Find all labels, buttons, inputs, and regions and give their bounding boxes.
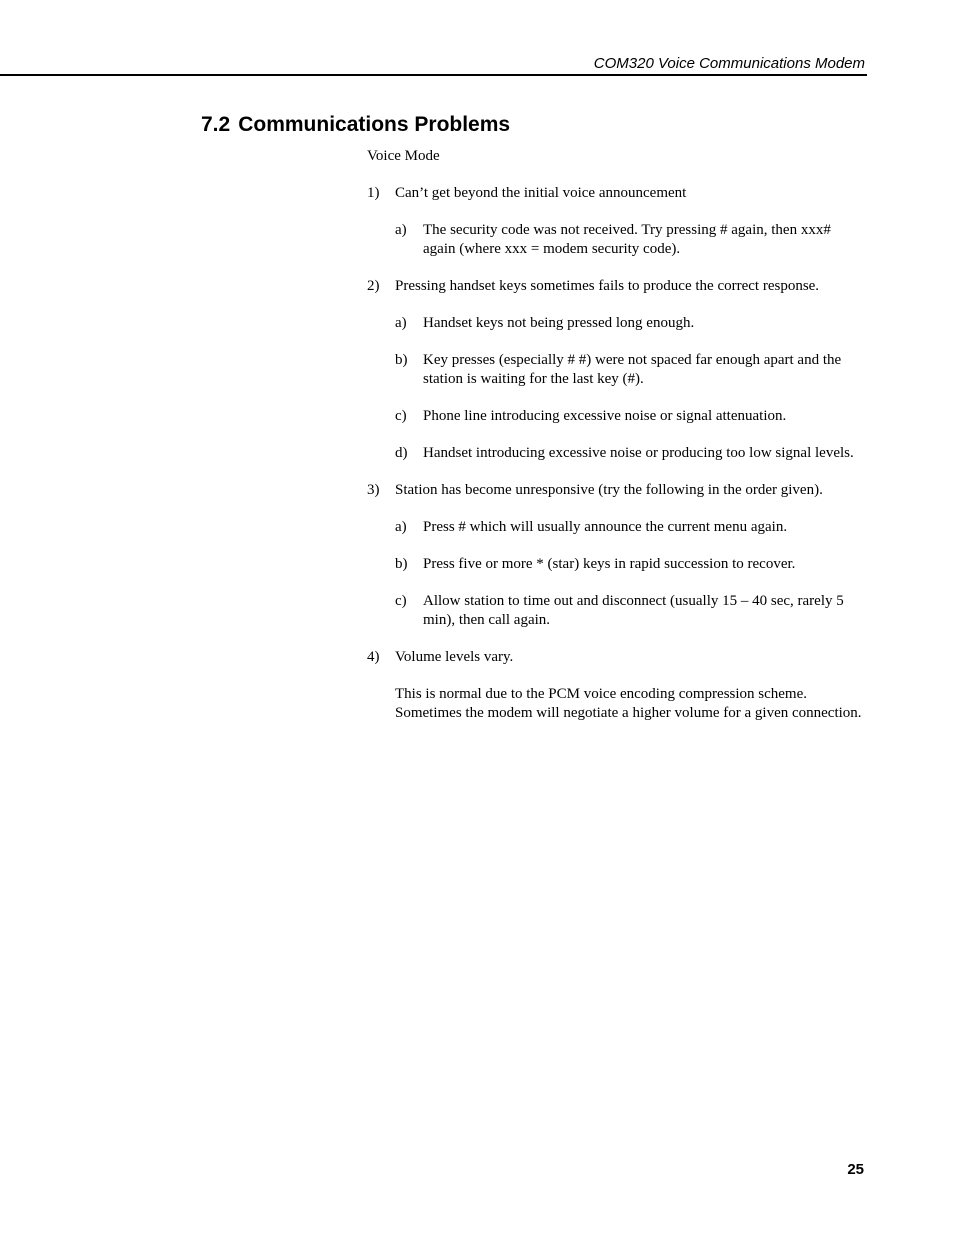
cause-list	[395, 221, 867, 259]
cause-text: Press five or more * (star) keys in rapid succession to recover.	[423, 556, 796, 572]
problem-text: Can’t get beyond the initial voice announcement	[395, 185, 687, 201]
problem-marker: 3)	[367, 482, 380, 498]
problem-item	[367, 481, 867, 500]
section-body	[367, 147, 867, 723]
cause-marker: a)	[395, 315, 407, 331]
problem-item	[367, 184, 867, 203]
cause-text: Key presses (especially # #) were not spaced far enough apart and the station is waiting for the last key (#).	[423, 352, 842, 387]
cause-text: Phone line introducing excessive noise or signal attenuation.	[423, 408, 787, 424]
cause-text: The security code was not received. Try pressing # again, then xxx# again (where xxx = modem security code).	[423, 222, 831, 257]
cause-item	[395, 444, 867, 463]
header-rule	[0, 74, 867, 76]
cause-text: Handset introducing excessive noise or producing too low signal levels.	[423, 445, 854, 461]
cause-item	[395, 555, 867, 574]
cause-text: Handset keys not being pressed long enough.	[423, 315, 695, 331]
voice-mode-subheading: Voice Mode	[367, 148, 440, 164]
problem-text: Pressing handset keys sometimes fails to produce the correct response.	[395, 278, 820, 294]
section-number: 7.2	[201, 113, 231, 136]
problem-item	[367, 648, 867, 667]
problem-text: Station has become unresponsive (try the following in the order given).	[395, 482, 823, 498]
cause-text: Allow station to time out and disconnect (usually 15 – 40 sec, rarely 5 min), then call again.	[423, 593, 844, 628]
cause-item	[395, 314, 867, 333]
problem-marker: 1)	[367, 185, 380, 201]
cause-marker: b)	[395, 352, 408, 368]
cause-marker: b)	[395, 556, 408, 572]
cause-list	[395, 314, 867, 463]
cause-text: Press # which will usually announce the current menu again.	[423, 519, 788, 535]
cause-marker: d)	[395, 445, 408, 461]
page-number: 25	[847, 1161, 864, 1178]
cause-item	[395, 518, 867, 537]
cause-item	[395, 592, 867, 630]
cause-marker: c)	[395, 408, 407, 424]
cause-item	[395, 407, 867, 426]
problem-marker: 4)	[367, 649, 380, 665]
cause-marker: c)	[395, 593, 407, 609]
cause-item	[395, 351, 867, 389]
cause-list	[395, 518, 867, 630]
problem-text: Volume levels vary.	[395, 649, 514, 665]
running-header: COM320 Voice Communications Modem	[593, 55, 865, 72]
section-heading	[201, 112, 510, 138]
cause-item	[395, 221, 867, 259]
problem-marker: 2)	[367, 278, 380, 294]
problem-item	[367, 277, 867, 296]
cause-marker: a)	[395, 222, 407, 238]
volume-note: This is normal due to the PCM voice encoding compression scheme. Sometimes the modem will negotiate a higher volume for a given connection.	[395, 686, 862, 721]
cause-marker: a)	[395, 519, 407, 535]
section-title: Communications Problems	[238, 113, 511, 136]
